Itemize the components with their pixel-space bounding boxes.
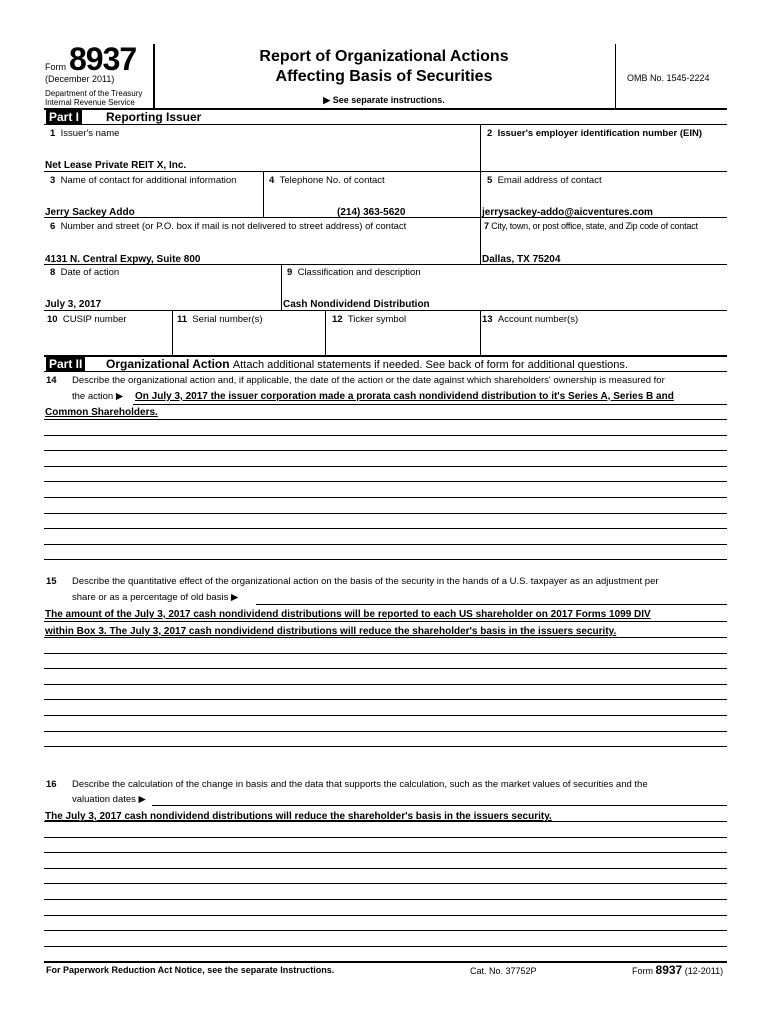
answer-line[interactable] <box>44 899 727 900</box>
paperwork-notice: For Paperwork Reduction Act Notice, see the separate Instructions. <box>46 965 335 975</box>
f3-label <box>50 175 236 186</box>
city-field[interactable]: Dallas, TX 75204 <box>482 254 561 265</box>
classification-field[interactable]: Cash Nondividend Distribution <box>283 299 430 310</box>
f13-label <box>482 314 578 325</box>
rule <box>44 171 727 172</box>
answer-line[interactable] <box>44 435 727 436</box>
q14-answer1[interactable]: On July 3, 2017 the issuer corporation made a prorata cash nondividend distribution to it's Series A, Series B and <box>135 391 674 402</box>
answer-line[interactable] <box>44 559 727 560</box>
rule <box>44 217 727 218</box>
f3-num: 3 <box>50 175 56 186</box>
f10-label-text: CUSIP number <box>62 314 127 325</box>
f11-label-text: Serial number(s) <box>192 314 263 325</box>
f6-label <box>50 221 406 232</box>
form-number: 8937 <box>69 41 137 77</box>
q15-num: 15 <box>46 576 57 587</box>
answer-line[interactable] <box>44 837 727 838</box>
answer-line[interactable] <box>44 731 727 732</box>
q16-num: 16 <box>46 779 57 790</box>
f5-label <box>487 175 602 186</box>
header-divider-right <box>615 44 616 108</box>
omb-number: OMB No. 1545-2224 <box>627 73 710 83</box>
part2-header <box>106 357 628 371</box>
f8-label <box>50 267 119 278</box>
rule <box>44 264 727 265</box>
answer-line[interactable] <box>44 637 727 638</box>
answer-line[interactable] <box>44 715 727 716</box>
f1-num: 1 <box>50 128 56 139</box>
issuer-name-field[interactable]: Net Lease Private REIT X, Inc. <box>45 160 187 171</box>
f9-num: 9 <box>287 267 293 278</box>
part2-title: Organizational Action <box>106 357 230 371</box>
answer-line[interactable] <box>44 915 727 916</box>
f12-label <box>332 314 406 325</box>
f7-label-text: City, town, or post office, state, and Zip code of contact <box>491 221 698 231</box>
f12-num: 12 <box>332 314 343 325</box>
answer-line[interactable] <box>44 481 727 482</box>
answer-line[interactable] <box>44 868 727 869</box>
agency: Internal Revenue Service <box>45 98 135 107</box>
see-instructions: ▶ See separate instructions. <box>323 95 445 105</box>
part1-label: Part I <box>46 110 82 124</box>
answer-line[interactable] <box>44 852 727 853</box>
rule <box>480 124 481 171</box>
f12-label-text: Ticker symbol <box>347 314 407 325</box>
q15-answer1[interactable]: The amount of the July 3, 2017 cash nondividend distributions will be reported to each US shareholder on 2017 Forms 1099 DIV <box>45 609 651 620</box>
f4-label <box>269 175 385 186</box>
q16-text1: Describe the calculation of the change in basis and the data that supports the calculation, such as the market values of securities and the <box>72 779 648 790</box>
f6-label-text: Number and street (or P.O. box if mail is not delivered to street address) of contact <box>60 221 407 232</box>
answer-line[interactable] <box>44 450 727 451</box>
part2-label: Part II <box>46 357 85 371</box>
q16-text2: valuation dates ▶ <box>72 794 146 805</box>
f10-num: 10 <box>47 314 58 325</box>
footer-form-word: Form <box>632 966 653 976</box>
f5-num: 5 <box>487 175 493 186</box>
telephone-field[interactable]: (214) 363-5620 <box>337 207 406 218</box>
answer-line[interactable] <box>44 466 727 467</box>
rule <box>44 310 727 311</box>
part2-subtitle: Attach additional statements if needed. See back of form for additional questions. <box>232 359 628 371</box>
f8-label-text: Date of action <box>60 267 120 278</box>
rule <box>480 310 481 355</box>
f8-num: 8 <box>50 267 56 278</box>
f13-label-text: Account number(s) <box>497 314 579 325</box>
f7-label <box>484 221 698 231</box>
form-title-line1: Report of Organizational Actions <box>259 48 509 65</box>
department: Department of the Treasury <box>45 89 143 98</box>
footer-form-rev: (12-2011) <box>684 966 724 976</box>
answer-line[interactable] <box>44 746 727 747</box>
q15-text2: share or as a percentage of old basis ▶ <box>72 592 239 603</box>
form-revision: (December 2011) <box>45 74 115 84</box>
answer-line[interactable] <box>44 946 727 947</box>
f9-label <box>287 267 421 278</box>
rule <box>44 621 727 622</box>
f11-label <box>177 314 263 325</box>
answer-line[interactable] <box>44 544 727 545</box>
street-field[interactable]: 4131 N. Central Expwy, Suite 800 <box>45 254 201 265</box>
answer-line[interactable] <box>44 528 727 529</box>
f11-num: 11 <box>177 314 188 325</box>
f4-num: 4 <box>269 175 275 186</box>
f9-label-text: Classification and description <box>297 267 421 278</box>
f2-label <box>487 128 702 139</box>
rule <box>44 124 727 125</box>
rule <box>172 310 173 355</box>
rule <box>281 264 282 310</box>
q14-text2: the action ▶ <box>72 391 124 402</box>
answer-line[interactable] <box>44 930 727 931</box>
answer-line[interactable] <box>44 684 727 685</box>
rule <box>480 217 481 264</box>
f10-label <box>47 314 127 325</box>
f1-label-text: Issuer's name <box>60 128 120 139</box>
answer-line[interactable] <box>44 513 727 514</box>
rule <box>152 805 727 806</box>
f2-num: 2 <box>487 128 493 139</box>
q16-answer1[interactable]: The July 3, 2017 cash nondividend distributions will reduce the shareholder's basis in the issuers security. <box>45 811 552 822</box>
rule <box>44 961 727 963</box>
f13-num: 13 <box>482 314 493 325</box>
date-of-action-field[interactable]: July 3, 2017 <box>45 299 102 310</box>
rule <box>480 171 481 217</box>
answer-line[interactable] <box>44 419 727 420</box>
f1-label <box>50 128 119 139</box>
q15-answer2[interactable]: within Box 3. The July 3, 2017 cash nondividend distributions will reduce the shareholder's basis in the issuers security. <box>45 626 617 637</box>
f7-num: 7 <box>484 221 489 231</box>
f3-label-text: Name of contact for additional information <box>60 175 237 186</box>
f5-label-text: Email address of contact <box>497 175 602 186</box>
q14-answer2[interactable]: Common Shareholders. <box>45 407 158 418</box>
answer-line[interactable] <box>44 668 727 669</box>
q14-num: 14 <box>46 375 57 386</box>
answer-line[interactable] <box>44 653 727 654</box>
email-field[interactable]: jerrysackey-addo@aicventures.com <box>482 207 653 218</box>
rule <box>256 604 727 605</box>
catalog-number: Cat. No. 37752P <box>470 966 537 976</box>
f6-num: 6 <box>50 221 56 232</box>
form-title-line2: Affecting Basis of Securities <box>275 68 493 85</box>
q15-text1: Describe the quantitative effect of the organizational action on the basis of the security in the hands of a U.S. taxpayer as an adjustment per <box>72 576 659 587</box>
answer-line[interactable] <box>44 883 727 884</box>
contact-name-field[interactable]: Jerry Sackey Addo <box>45 207 135 218</box>
answer-line[interactable] <box>44 497 727 498</box>
answer-line[interactable] <box>44 821 727 822</box>
form-word: Form <box>45 62 66 72</box>
rule <box>325 310 326 355</box>
answer-line[interactable] <box>44 699 727 700</box>
rule <box>44 371 727 372</box>
f4-label-text: Telephone No. of contact <box>279 175 385 186</box>
rule <box>133 404 727 405</box>
footer-form-number: 8937 <box>655 963 683 977</box>
q14-text1: Describe the organizational action and, if applicable, the date of the action or the date against which shareholders' ownership is measured for <box>72 375 665 386</box>
footer-form-id <box>632 963 723 977</box>
rule <box>263 171 264 217</box>
f2-label-text: Issuer's employer identification number (EIN) <box>497 128 703 139</box>
part1-title: Reporting Issuer <box>106 110 202 124</box>
